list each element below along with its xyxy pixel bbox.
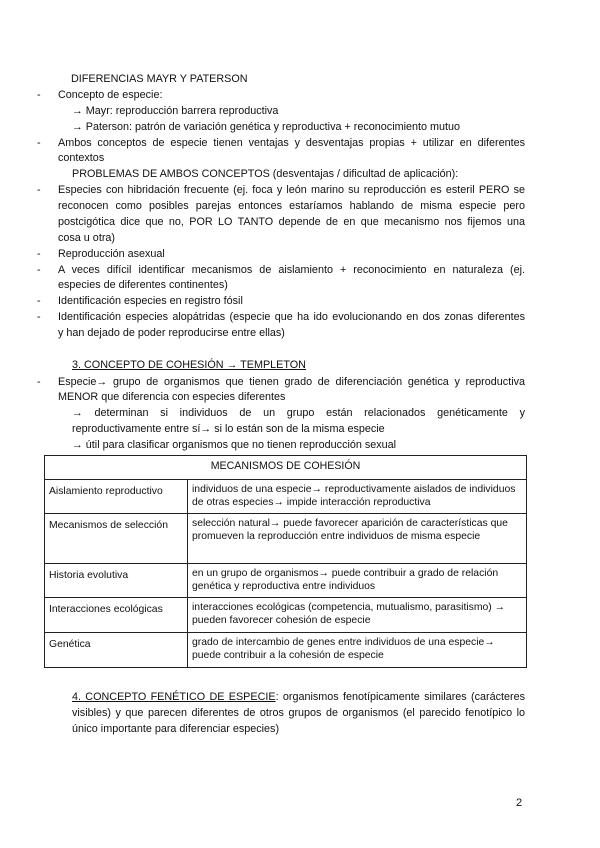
table-row	[45, 514, 527, 564]
hibridacion-line-3: postcigótica dice que no, POR LO TANTO depende de en que mecanismo nos fijemos una	[58, 216, 525, 228]
table-cell-label: Historia evolutiva	[45, 564, 188, 598]
table-cell-desc: individuos de una especie→ reproductivamente aislados de individuos de otras especies→ impide interacción reproductiva	[188, 480, 527, 514]
bullet-dash: -	[37, 264, 41, 276]
aislamiento-line-2: especies de diferentes continentes)	[58, 279, 228, 291]
table-header-row	[45, 456, 527, 480]
table-row	[45, 480, 527, 514]
problemas-heading: PROBLEMAS DE AMBOS CONCEPTOS (desventajas / dificultad de aplicación):	[72, 168, 459, 180]
especie-line-1: Especie→ grupo de organismos que tienen grado de diferenciación genética y reproductiva	[58, 376, 525, 388]
table-cell-label: Mecanismos de selección	[45, 514, 188, 564]
table-cell-desc: selección natural→ puede favorecer aparición de características que promueven la reproducción entre individuos de misma especie	[188, 514, 527, 564]
page-number: 2	[516, 797, 523, 809]
table-cell-desc: interacciones ecológicas (competencia, mutualismo, parasitismo) → pueden favorecer cohesión de especie	[188, 598, 527, 633]
bullet-dash: -	[37, 89, 41, 101]
table-cell-label: Interacciones ecológicas	[45, 598, 188, 633]
hibridacion-line-1: Especies con hibridación frecuente (ej. foca y león marino su reproducción es esteril PERO se	[58, 184, 525, 196]
aislamiento-line-1: A veces difícil identificar mecanismos de aislamiento + reconocimiento en naturaleza (ej.	[58, 264, 525, 276]
bullet-dash: -	[37, 137, 41, 149]
section-title: DIFERENCIAS MAYR Y PATERSON	[71, 73, 248, 85]
ambos-line-2: contextos	[58, 152, 105, 164]
bullet-dash: -	[37, 248, 41, 260]
mayr-line: → Mayr: reproducción barrera reproductiva	[72, 105, 279, 117]
cohesion-table	[44, 455, 527, 668]
paterson-line: → Paterson: patrón de variación genética y reproductiva + reconocimiento mutuo	[72, 121, 461, 133]
table-row	[45, 633, 527, 668]
section4-line-2: visibles) y que parecen diferentes de otros grupos de organismos (el parecido fenotípico lo	[72, 707, 525, 719]
table-cell-label: Aislamiento reproductivo	[45, 480, 188, 514]
determinan-line-2: reproductivamente entre sí→ si lo están son de la misma especie	[72, 423, 385, 435]
ambos-line: Ambos conceptos de especie tienen ventajas y desventajas propias + utilizar en diferentes	[58, 137, 525, 149]
determinan-line-1: → determinan si individuos de un grupo están relacionados genéticamente y	[72, 407, 525, 419]
util-line: → útil para clasificar organismos que no tienen reproducción sexual	[72, 439, 397, 451]
table-cell-desc: grado de intercambio de genes entre individuos de una especie→ puede contribuir a la cohesión de especie	[188, 633, 527, 668]
section4-line-3: único importante para diferenciar especies)	[72, 723, 280, 735]
table-header: MECANISMOS DE COHESIÓN	[45, 456, 527, 480]
section4-heading: 4. CONCEPTO FENÉTICO DE ESPECIE	[72, 691, 276, 703]
concepto-line: Concepto de especie:	[58, 89, 163, 101]
section4-line-1	[72, 690, 525, 704]
table-cell-label: Genética	[45, 633, 188, 668]
fosil-line: Identificación especies en registro fósil	[58, 295, 243, 307]
section3-heading: 3. CONCEPTO DE COHESIÓN → TEMPLETON	[72, 359, 306, 371]
table-cell-desc: en un grupo de organismos→ puede contribuir a grado de relación genética y reproductiva entre individuos	[188, 564, 527, 598]
bullet-dash: -	[37, 311, 41, 323]
alopatridas-line-2: y han dejado de poder reproducirse entre ellas)	[58, 327, 285, 339]
hibridacion-line-2: reconocen como posibles parejas entonces estaríamos hablando de misma especie pero	[58, 200, 525, 212]
asexual-line: Reproducción asexual	[58, 248, 165, 260]
table-row	[45, 598, 527, 633]
section4-text: : organismos fenotípicamente similares (carácteres	[275, 691, 525, 703]
table-row	[45, 564, 527, 598]
bullet-dash: -	[37, 376, 41, 388]
bullet-dash: -	[37, 295, 41, 307]
bullet-dash: -	[37, 184, 41, 196]
especie-line-2: MENOR que diferencia con especies diferentes	[58, 391, 286, 403]
alopatridas-line-1: Identificación especies alopátridas (especie que ha ido evolucionando en dos zonas diferentes	[58, 311, 525, 323]
hibridacion-line-4: cosa u otra)	[58, 232, 116, 244]
